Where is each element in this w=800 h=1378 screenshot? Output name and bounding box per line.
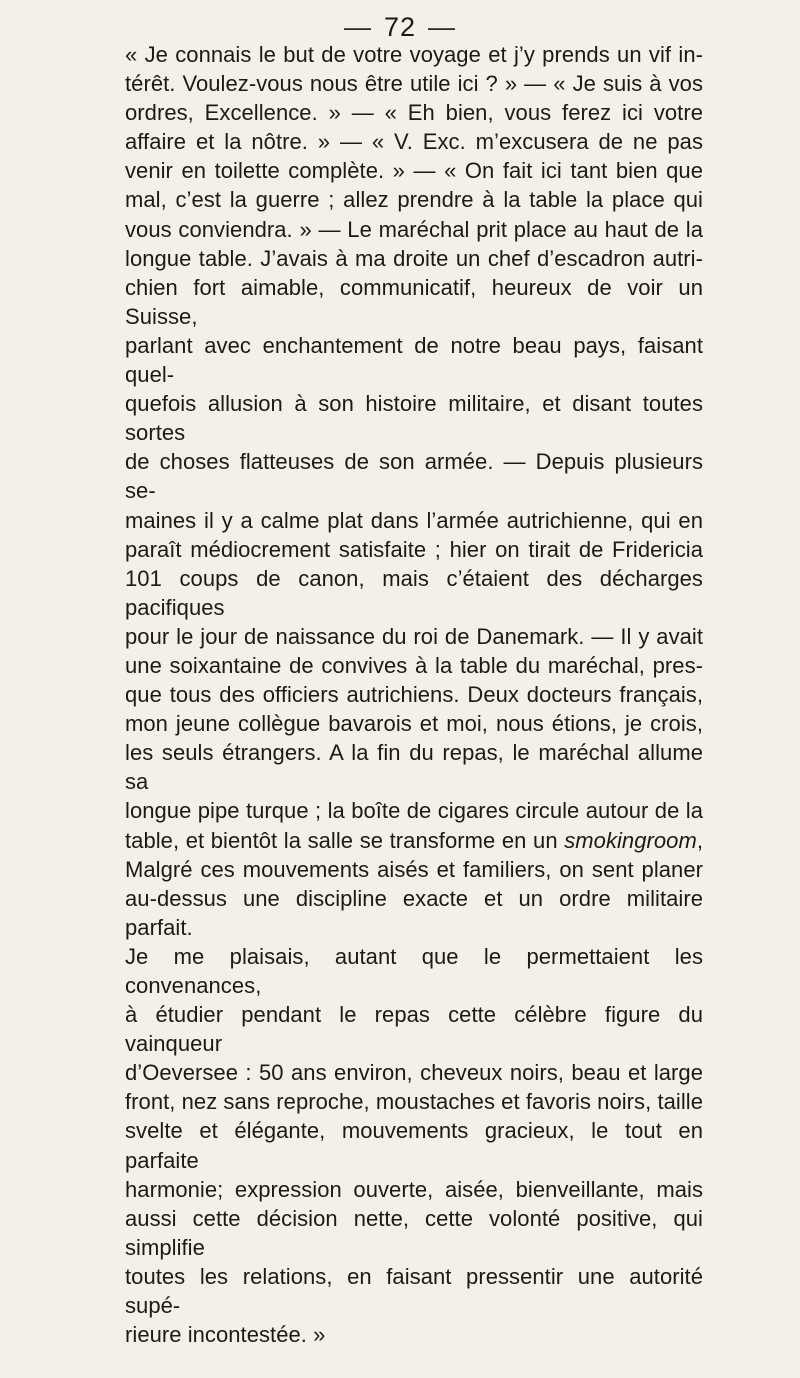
text-line: les seuls étrangers. A la fin du repas, le maréchal allume sa [125, 740, 703, 795]
text-line: svelte et élégante, mouvements gracieux, le tout en parfaite [125, 1118, 703, 1173]
text-line-last: rieure incontestée. » [125, 1322, 326, 1348]
text-line: Je me plaisais, autant que le permettaient les convenances, [125, 943, 703, 998]
text-line: ordres, Excellence. » — « Eh bien, vous ferez ici votre [125, 100, 703, 126]
text-line: à étudier pendant le repas cette célèbre figure du vainqueur [125, 1002, 703, 1057]
page-number: 72 [383, 12, 417, 42]
page-header [0, 12, 800, 43]
text-line: mon jeune collègue bavarois et moi, nous étions, je crois, [125, 711, 703, 737]
text-line: de choses flatteuses de son armée. — Depuis plusieurs se- [125, 449, 703, 504]
text-line: maines il y a calme plat dans l’armée autrichienne, qui en [125, 507, 703, 533]
text-line: affaire et la nôtre. » — « V. Exc. m’excusera de ne pas [125, 129, 703, 155]
text-line: térêt. Voulez-vous nous être utile ici ? » — « Je suis à vos [125, 71, 703, 97]
text-line: harmonie; expression ouverte, aisée, bienveillante, mais [125, 1176, 703, 1202]
text-line: aussi cette décision nette, cette volonté positive, qui simplifie [125, 1205, 703, 1260]
text-line: quefois allusion à son histoire militaire, et disant toutes sortes [125, 391, 703, 446]
text-line: une soixantaine de convives à la table du maréchal, pres- [125, 652, 703, 678]
text-line: paraît médiocrement satisfaite ; hier on tirait de Fridericia [125, 536, 703, 562]
text-line: front, nez sans reproche, moustaches et favoris noirs, taille [125, 1089, 703, 1115]
text-line: longue pipe turque ; la boîte de cigares circule autour de la [125, 798, 703, 824]
header-dash-left: — [343, 12, 372, 42]
text-line: que tous des officiers autrichiens. Deux docteurs français, [125, 682, 703, 708]
text-line: « Je connais le but de votre voyage et j’y prends un vif in- [125, 42, 703, 67]
text-line-end: , [696, 827, 703, 853]
text-line: au-dessus une discipline exacte et un ordre militaire parfait. [125, 885, 703, 940]
header-dash-right: — [428, 12, 457, 42]
body-paragraph [125, 40, 703, 1349]
text-line: vous conviendra. » — Le maréchal prit place au haut de la [125, 216, 703, 242]
text-line: parlant avec enchantement de notre beau pays, faisant quel- [125, 332, 703, 388]
text-line: d’Oeversee : 50 ans environ, cheveux noirs, beau et large [125, 1060, 703, 1086]
text-line-start: table, et bientôt la salle se transforme en un [125, 827, 565, 853]
italic-term: smokingroom [564, 827, 697, 853]
text-line: toutes les relations, en faisant pressentir une autorité supé- [125, 1263, 703, 1319]
text-line: Malgré ces mouvements aisés et familiers, on sent planer [125, 856, 703, 882]
text-line-mixed [125, 826, 703, 855]
text-line: longue table. J’avais à ma droite un chef d’escadron autri- [125, 245, 703, 271]
text-line: chien fort aimable, communicatif, heureux de voir un Suisse, [125, 274, 703, 329]
text-line: 101 coups de canon, mais c’étaient des décharges pacifiques [125, 565, 703, 620]
text-line: venir en toilette complète. » — « On fait ici tant bien que [125, 158, 703, 184]
text-line: mal, c’est la guerre ; allez prendre à la table la place qui [125, 187, 703, 213]
text-line: pour le jour de naissance du roi de Danemark. — Il y avait [125, 623, 703, 649]
